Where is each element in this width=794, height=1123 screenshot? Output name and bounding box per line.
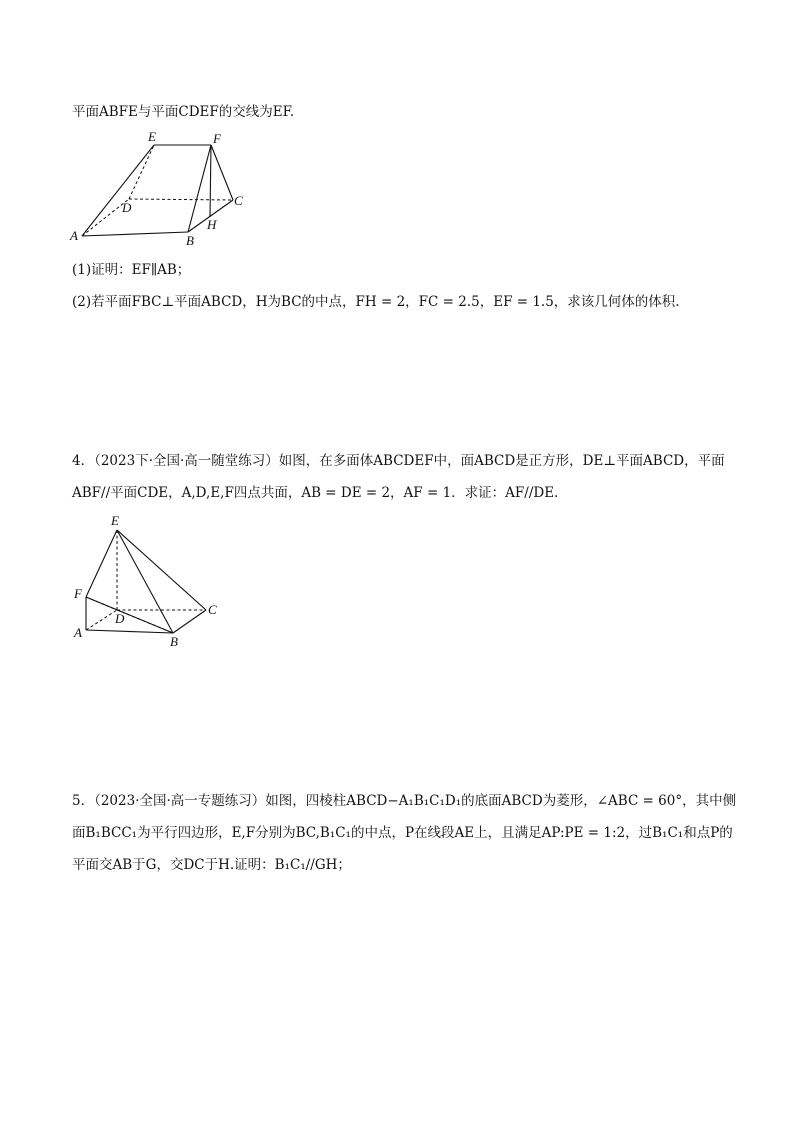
edge-ad-hidden (86, 610, 117, 630)
edge-ab (86, 630, 173, 633)
edge-dc-hidden (129, 199, 233, 200)
label-c: C (208, 602, 217, 617)
problem4-line1: 4．（2023下·全国·高一随堂练习）如图，在多面体ABCDEF中，面ABCD是正方形，DE⊥平面ABCD，平面 (72, 453, 725, 469)
edge-ab (82, 232, 188, 236)
problem3-part2: (2)若平面FBC⊥平面ABCD，H为BC的中点，FH = 2，FC = 2.5，EF = 1.5，求该几何体的体积. (72, 294, 680, 310)
problem5-line3: 平面交AB于G，交DC于H.证明：B₁C₁//GH； (72, 857, 351, 873)
problem4-line2: ABF//平面CDE，A,D,E,F四点共面，AB = DE = 2，AF = 1．求证：AF//DE. (72, 485, 559, 501)
label-b: B (186, 233, 194, 248)
problem5-line2: 面B₁BCC₁为平行四边形，E,F分别为BC,B₁C₁的中点，P在线段AE上，且满足AP:PE = 1:2，过B₁C₁和点P的 (72, 825, 733, 841)
label-a: A (70, 228, 78, 243)
label-a: A (74, 625, 82, 640)
label-f: F (74, 586, 82, 601)
edge-ec (117, 530, 206, 610)
figure-2-diagram (66, 512, 236, 652)
edge-ae (82, 145, 154, 236)
intro-line: 平面ABFE与平面CDEF的交线为EF. (72, 104, 295, 120)
edge-fh (210, 145, 211, 217)
figure-1 (66, 128, 266, 250)
label-d: D (122, 200, 132, 215)
edge-fc (211, 145, 233, 200)
label-h: H (207, 217, 217, 232)
label-d: D (115, 611, 125, 626)
label-b: B (170, 634, 178, 649)
label-e: E (111, 513, 119, 528)
problem5-line1: 5．（2023·全国·高一专题练习）如图，四棱柱ABCD−A₁B₁C₁D₁的底面ABCD为菱形，∠ABC = 60°，其中侧 (72, 793, 737, 809)
figure-1-diagram (66, 128, 266, 250)
problem3-part1: (1)证明：EF∥AB； (72, 262, 191, 278)
edge-ef (86, 530, 117, 597)
figure-2 (66, 512, 236, 652)
label-f: F (213, 131, 221, 146)
edge-eb (117, 530, 173, 633)
label-e: E (148, 129, 156, 144)
label-c: C (234, 193, 243, 208)
edge-bc (173, 610, 206, 633)
